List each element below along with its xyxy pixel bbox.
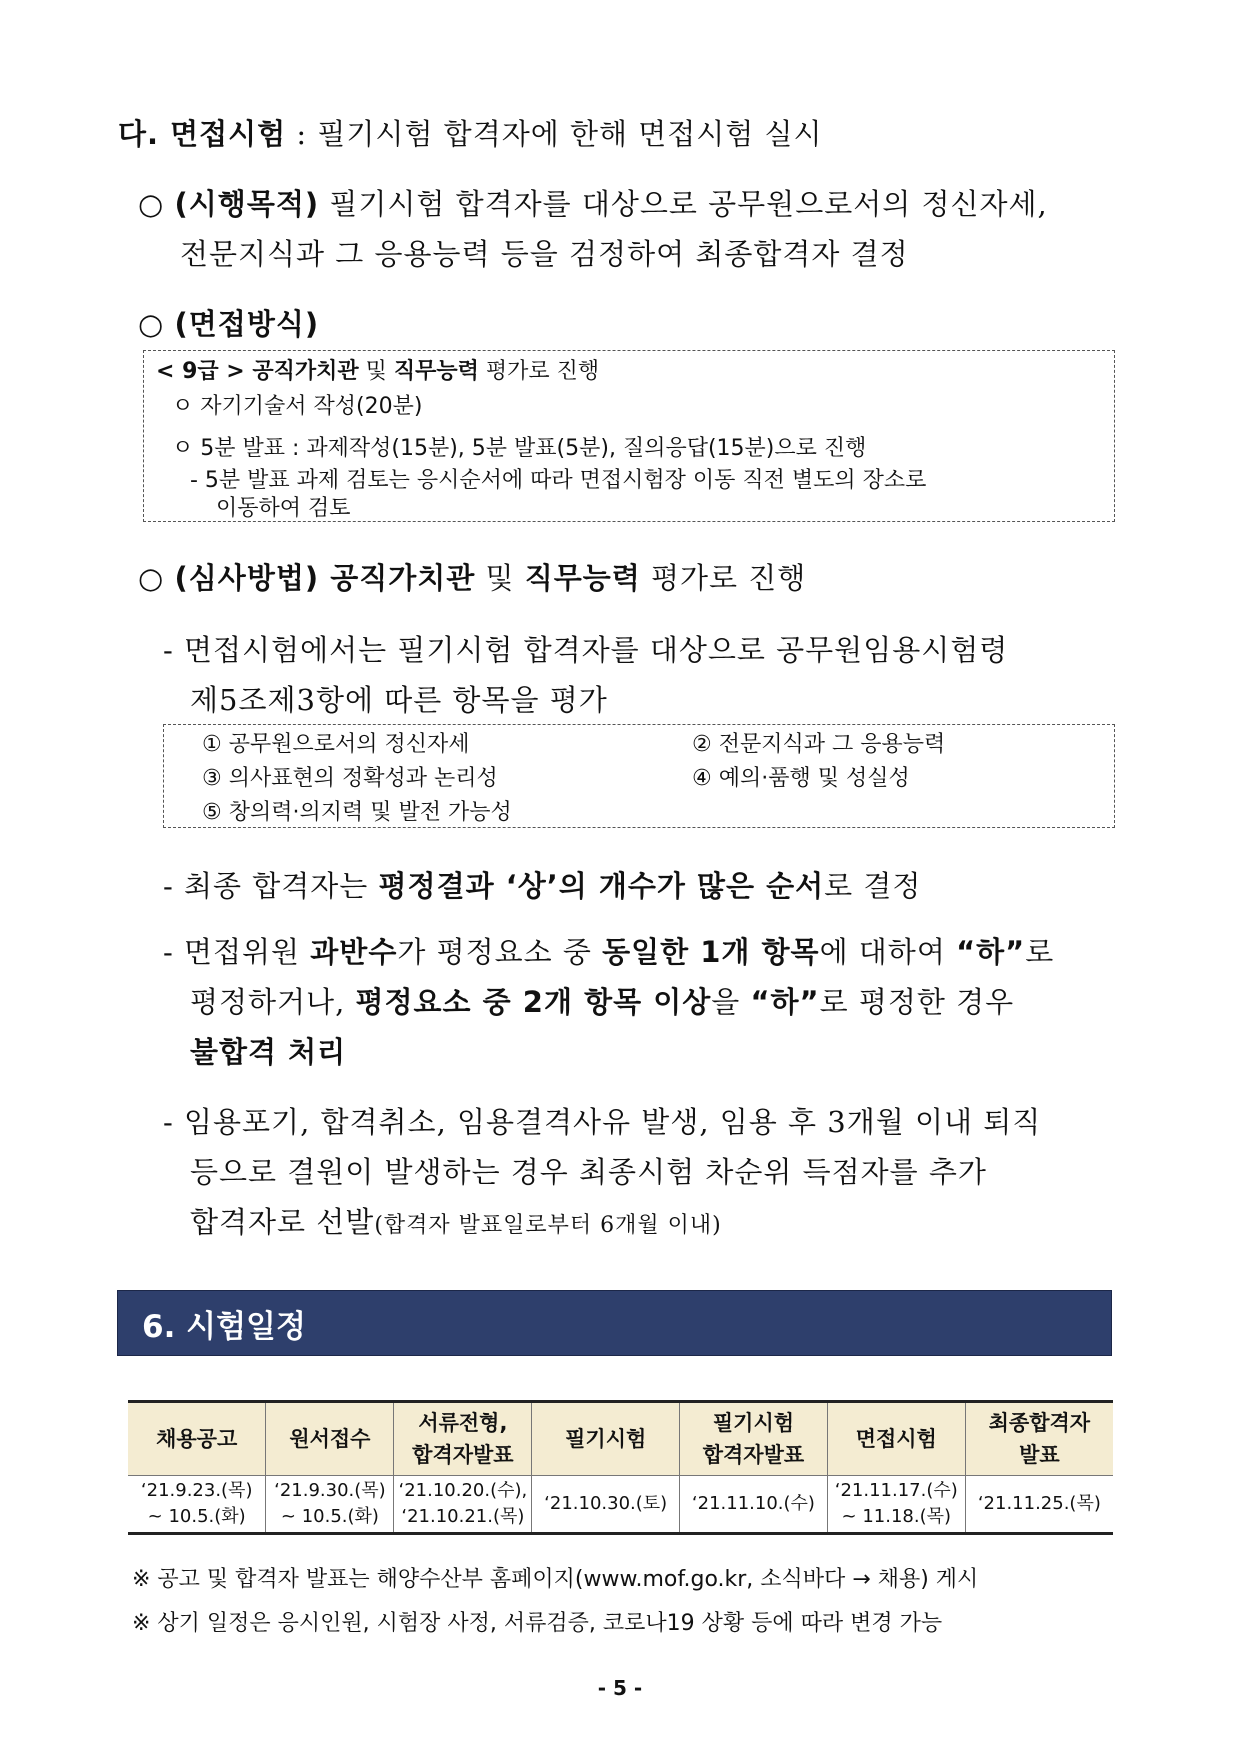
- schedule-cell: [965, 1476, 1113, 1534]
- header-text: 원서접수: [289, 1427, 371, 1451]
- extra-line-3: [190, 1200, 722, 1241]
- schedule-cell: [532, 1476, 680, 1534]
- criteria-item: ④ 예의·품행 및 성실성: [692, 766, 910, 791]
- cell-text: ‘21.10.30.(토): [544, 1493, 668, 1514]
- purpose-item: [138, 182, 1048, 223]
- method-title: (면접방식): [174, 307, 320, 341]
- fail-emphasis: “하”: [750, 985, 820, 1019]
- header-text: 채용공고: [156, 1427, 238, 1451]
- criteria-item: ⑤ 창의력·의지력 및 발전 가능성: [202, 800, 512, 825]
- method-box: [143, 350, 1115, 522]
- section-6-header: [117, 1290, 1112, 1356]
- cell-text: ‘21.11.17.(수): [834, 1480, 958, 1501]
- section-c-label: 다. 면접시험: [118, 117, 287, 151]
- review-b: 및: [475, 561, 525, 595]
- extra-line-1: - 임용포기, 합격취소, 임용결격사유 발생, 임용 후 3개월 이내 퇴직: [163, 1105, 1042, 1139]
- extra-text: 합격자로 선발: [190, 1205, 375, 1239]
- cell-text: ~ 10.5.(화): [147, 1506, 246, 1527]
- fail-text: - 면접위원: [163, 935, 311, 969]
- criteria-box: [163, 724, 1115, 828]
- schedule-cell: [394, 1476, 532, 1534]
- header-text: 최종합격자: [988, 1411, 1091, 1435]
- method-box-suffix: 평가로 진행: [478, 359, 600, 384]
- final-line: [163, 864, 921, 905]
- section-6-title: 6. 시험일정: [142, 1309, 306, 1345]
- schedule-header-row: [128, 1402, 1113, 1476]
- header-text: 합격자발표: [702, 1443, 805, 1467]
- method-box-heading: [156, 354, 599, 385]
- method-box-grade: < 9급 > 공직가치관: [156, 359, 359, 384]
- purpose-line-1: 필기시험 합격자를 대상으로 공무원으로서의 정신자세,: [319, 187, 1048, 221]
- method-box-item-2: ㅇ 5분 발표 : 과제작성(15분), 5분 발표(5분), 질의응답(15분)으로 진행: [172, 436, 867, 461]
- cell-text: ‘21.11.10.(수): [691, 1493, 815, 1514]
- criteria-item: ② 전문지식과 그 응용능력: [692, 732, 946, 757]
- method-box-sub-2: 이동하여 검토: [216, 496, 351, 521]
- method-box-sub-1: - 5분 발표 과제 검토는 응시순서에 따라 면접시험장 이동 직전 별도의 장소로: [190, 468, 927, 493]
- header-text: 면접시험: [855, 1427, 937, 1451]
- criteria-item: ③ 의사표현의 정확성과 논리성: [202, 766, 498, 791]
- criteria-item: ① 공무원으로서의 정신자세: [202, 732, 470, 757]
- final-emphasis: 평정결과 ‘상’의 개수가 많은 순서: [378, 869, 825, 903]
- bullet-circle: ○: [138, 561, 165, 595]
- fail-emphasis: “하”: [956, 935, 1026, 969]
- method-box-competency: 직무능력: [393, 359, 479, 384]
- review-para-line-1: - 면접시험에서는 필기시험 합격자를 대상으로 공무원임용시험령: [163, 633, 1009, 667]
- cell-text: ~ 11.18.(목): [841, 1506, 952, 1527]
- final-prefix: - 최종 합격자는: [163, 869, 379, 903]
- method-box-conj: 및: [358, 359, 394, 384]
- page-number: - 5 -: [597, 1676, 643, 1700]
- review-c: 직무능력: [524, 561, 641, 595]
- schedule-cell: [680, 1476, 828, 1534]
- cell-text: ‘21.11.25.(목): [977, 1493, 1101, 1514]
- schedule-header-cell: [827, 1402, 965, 1476]
- bullet-circle: ○: [138, 187, 165, 221]
- fail-text: 로: [1025, 935, 1055, 969]
- fail-line-3: [190, 1030, 346, 1071]
- fail-text: 을: [711, 985, 751, 1019]
- header-text: 필기시험: [565, 1427, 647, 1451]
- header-text: 합격자발표: [412, 1443, 514, 1467]
- cell-text: ‘21.10.21.(목): [401, 1506, 525, 1527]
- review-d: 평가로 진행: [640, 561, 807, 595]
- purpose-line-2: 전문지식과 그 응용능력 등을 검정하여 최종합격자 결정: [180, 237, 909, 271]
- schedule-header-cell: [266, 1402, 394, 1476]
- fail-text: 가 평정요소 중: [397, 935, 603, 969]
- cell-text: ‘21.9.23.(목): [140, 1480, 253, 1501]
- note-1: ※ 공고 및 합격자 발표는 해양수산부 홈페이지(www.mof.go.kr, 소식바다 → 채용) 게시: [132, 1567, 979, 1592]
- review-a: 공직가치관: [319, 561, 476, 595]
- header-text: 서류전형,: [418, 1411, 508, 1435]
- purpose-title: (시행목적): [174, 187, 320, 221]
- schedule-header-cell: [680, 1402, 828, 1476]
- review-para-line-2: 제5조제3항에 따른 항목을 평가: [190, 683, 608, 717]
- fail-emphasis: 과반수: [310, 935, 398, 969]
- fail-emphasis: 평정요소 중 2개 항목 이상: [355, 985, 712, 1019]
- section-c-separator: :: [286, 117, 318, 151]
- review-item: [138, 556, 806, 597]
- cell-text: ~ 10.5.(화): [280, 1506, 379, 1527]
- extra-note: (합격자 발표일로부터 6개월 이내): [374, 1213, 722, 1238]
- schedule-cell: [827, 1476, 965, 1534]
- extra-line-2: 등으로 결원이 발생하는 경우 최종시험 차순위 득점자를 추가: [190, 1155, 987, 1189]
- section-c-heading: [118, 112, 823, 153]
- bullet-circle: ○: [138, 307, 165, 341]
- header-text: 발표: [1019, 1443, 1060, 1467]
- review-title: (심사방법): [174, 561, 320, 595]
- method-item: [138, 302, 319, 343]
- schedule-table: [128, 1400, 1113, 1535]
- fail-line-2: [190, 980, 1014, 1021]
- final-suffix: 로 결정: [824, 869, 922, 903]
- method-box-item-1: ㅇ 자기기술서 작성(20분): [172, 394, 423, 419]
- schedule-header-cell: [532, 1402, 680, 1476]
- fail-text: 평정하거나,: [190, 985, 356, 1019]
- note-2: ※ 상기 일정은 응시인원, 시험장 사정, 서류검증, 코로나19 상황 등에 따라 변경 가능: [132, 1611, 943, 1636]
- fail-emphasis: 동일한 1개 항목: [602, 935, 820, 969]
- section-c-description: 필기시험 합격자에 한해 면접시험 실시: [317, 117, 823, 151]
- schedule-header-cell: [128, 1402, 266, 1476]
- schedule-date-row: [128, 1476, 1113, 1534]
- schedule-cell: [266, 1476, 394, 1534]
- schedule-cell: [128, 1476, 266, 1534]
- fail-text: 로 평정한 경우: [819, 985, 1015, 1019]
- fail-text: 에 대하여: [819, 935, 957, 969]
- schedule-header-cell: [394, 1402, 532, 1476]
- cell-text: ‘21.10.20.(수),: [398, 1480, 528, 1501]
- cell-text: ‘21.9.30.(목): [274, 1480, 386, 1501]
- fail-emphasis: 불합격 처리: [190, 1035, 347, 1069]
- schedule-header-cell: [965, 1402, 1113, 1476]
- fail-line-1: [163, 930, 1054, 971]
- header-text: 필기시험: [712, 1411, 795, 1435]
